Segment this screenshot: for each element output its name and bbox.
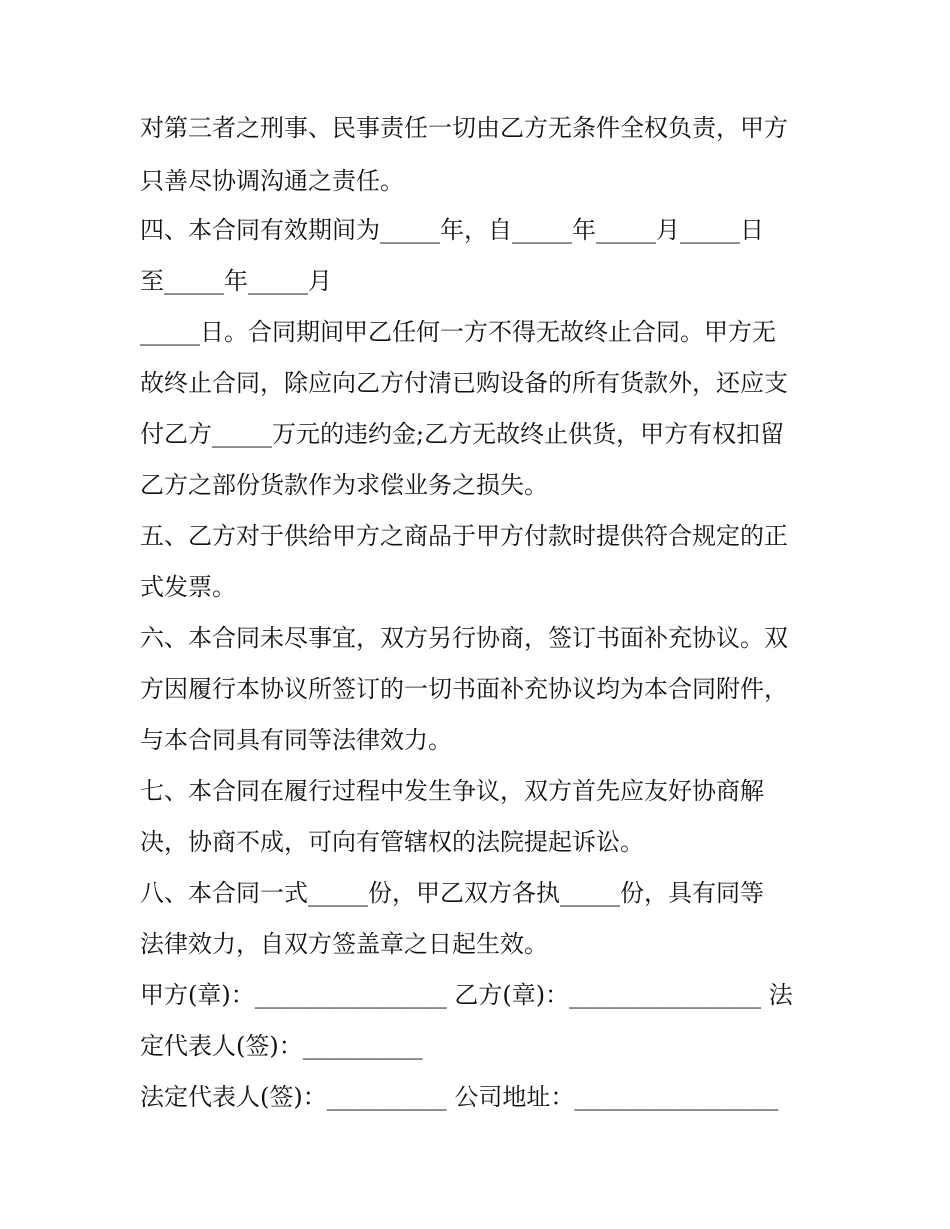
clause-7-line: 七、本合同在履行过程中发生争议，双方首先应友好协商解 <box>140 777 764 805</box>
signature-line: 法定代表人(签)：__________ 公司地址：_________________ <box>140 1083 779 1111</box>
clause-4-line: 四、本合同有效期间为_____年，自_____年_____月_____日 <box>140 216 764 244</box>
text-line: 式发票。 <box>140 573 236 601</box>
clause-8-line: 八、本合同一式_____份，甲乙双方各执_____份，具有同等 <box>140 879 764 907</box>
text-line: 乙方之部份货款作为求偿业务之损失。 <box>140 471 548 499</box>
clause-6-line: 六、本合同未尽事宜，双方另行协商，签订书面补充协议。双 <box>140 624 788 652</box>
text-line: 与本合同具有同等法律效力。 <box>140 726 452 754</box>
text-line: 只善尽协调沟通之责任。 <box>140 167 404 195</box>
text-line: 故终止合同，除应向乙方付清已购设备的所有货款外，还应支 <box>140 369 788 397</box>
text-line: 方因履行本协议所签订的一切书面补充协议均为本合同附件， <box>140 675 788 703</box>
text-line: _____日。合同期间甲乙任何一方不得无故终止合同。甲方无 <box>140 318 776 346</box>
text-line: 法律效力，自双方签盖章之日起生效。 <box>140 930 548 958</box>
signature-line: 甲方(章)：________________ 乙方(章)：________________ 法 <box>140 981 793 1009</box>
signature-line: 定代表人(签)：__________ <box>140 1032 423 1060</box>
clause-5-line: 五、乙方对于供给甲方之商品于甲方付款时提供符合规定的正 <box>140 522 788 550</box>
text-line: 对第三者之刑事、民事责任一切由乙方无条件全权负责，甲方 <box>140 114 788 142</box>
text-line: 至_____年_____月 <box>140 267 332 295</box>
text-line: 付乙方_____万元的违约金;乙方无故终止供货，甲方有权扣留 <box>140 420 785 448</box>
text-line: 决，协商不成，可向有管辖权的法院提起诉讼。 <box>140 828 644 856</box>
